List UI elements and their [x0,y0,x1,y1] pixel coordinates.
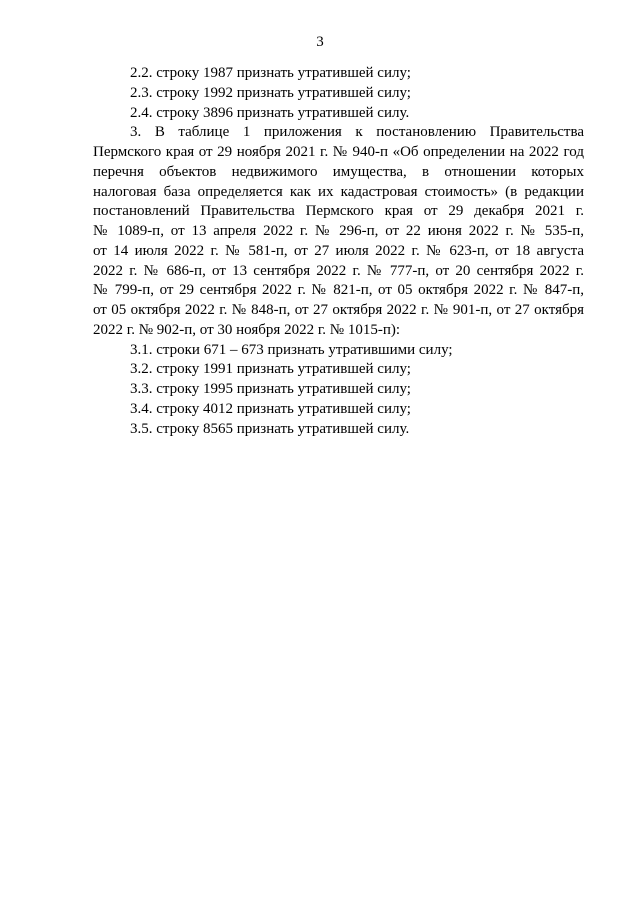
paragraph-line: от 14 июля 2022 г. № 581-п, от 27 июля 2022 г. № 623-п, от 18 августа [93,242,584,259]
paragraph-line: 3. В таблице 1 приложения к постановлению Правительства [130,124,584,141]
list-item-3-1: 3.1. строки 671 – 673 признать утратившими силу; [130,341,453,358]
list-item-3-5: 3.5. строку 8565 признать утратившей силу. [130,420,410,437]
page-number: 3 [316,34,324,50]
paragraph-line: постановлений Правительства Пермского края от 29 декабря 2021 г. [93,203,584,220]
paragraph-line: от 05 октября 2022 г. № 848-п, от 27 октября 2022 г. № 901-п, от 27 октября [93,302,584,318]
list-item-2-3: 2.3. строку 1992 признать утратившей силу; [130,84,411,101]
paragraph-line: № 799-п, от 29 сентября 2022 г. № 821-п, от 05 октября 2022 г. № 847-п, [93,282,584,299]
paragraph-3 [93,123,584,340]
paragraph-line: налоговая база определяется как их кадастровая стоимость» (в редакции [93,183,584,200]
paragraph-line: 2022 г. № 686-п, от 13 сентября 2022 г. № 777-п, от 20 сентября 2022 г. [93,262,584,279]
list-item-3-2: 3.2. строку 1991 признать утратившей силу; [130,361,411,378]
document-body [93,64,584,439]
paragraph-line: Пермского края от 29 ноября 2021 г. № 940-п «Об определении на 2022 год [93,144,584,160]
list-item-2-2: 2.2. строку 1987 признать утратившей силу; [130,65,411,81]
paragraph-line: 2022 г. № 902-п, от 30 ноября 2022 г. № 1015-п): [93,321,401,338]
list-item-3-3: 3.3. строку 1995 признать утратившей силу; [130,381,411,397]
list-item-3-4: 3.4. строку 4012 признать утратившей силу; [130,400,411,417]
list-item-2-4: 2.4. строку 3896 признать утратившей силу. [130,104,410,121]
paragraph-line: перечня объектов недвижимого имущества, в отношении которых [93,163,584,180]
paragraph-line: № 1089-п, от 13 апреля 2022 г. № 296-п, от 22 июня 2022 г. № 535-п, [93,223,584,239]
